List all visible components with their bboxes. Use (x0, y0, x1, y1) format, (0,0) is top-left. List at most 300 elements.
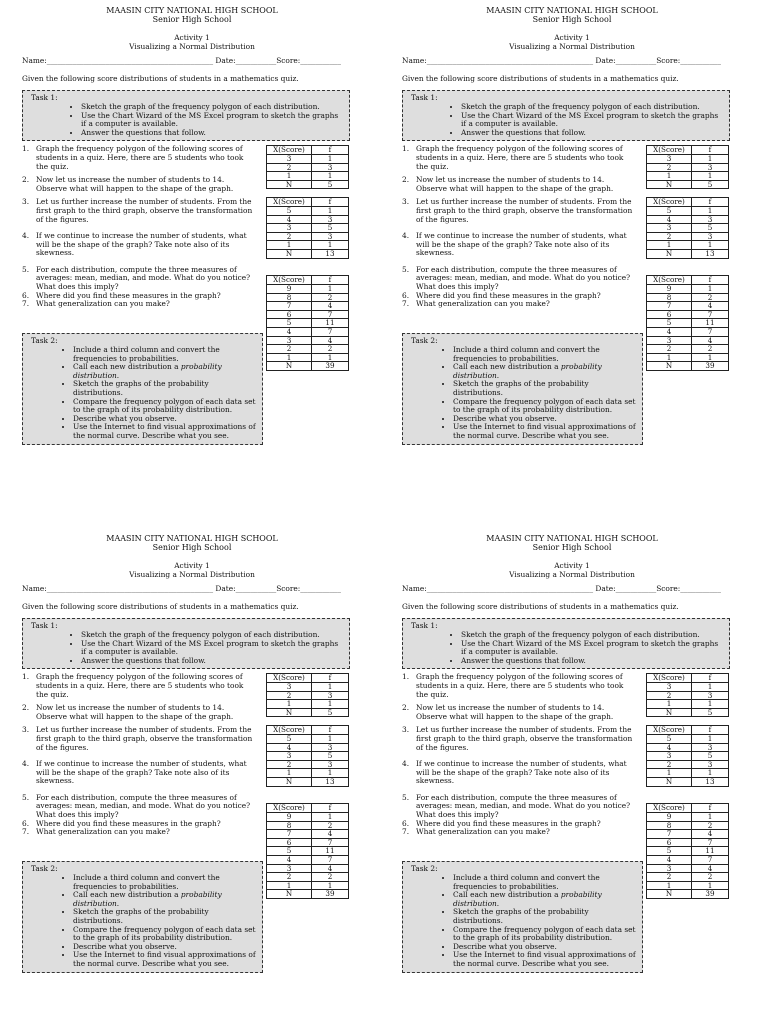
question-list (402, 673, 634, 837)
frequency-cell: 1 (692, 881, 729, 890)
task2-title: Task 2: (31, 336, 58, 346)
activity-sheet (402, 6, 742, 476)
frequency-cell: 4 (692, 336, 729, 345)
task1-item: • Use the Chart Wizard of the MS Excel program to sketch the graphs if a computer is available. (81, 640, 343, 657)
table-row (267, 249, 349, 258)
score-cell: 3 (647, 752, 692, 761)
activity-sheet (22, 534, 362, 1004)
frequency-cell: 3 (692, 215, 729, 224)
frequency-cell: 1 (692, 353, 729, 362)
task2-item: • Describe what you observe. (453, 415, 637, 424)
task1-item: • Sketch the graph of the frequency polygon of each distribution. (81, 631, 343, 640)
task2-item: • Sketch the graphs of the probability distributions. (73, 380, 257, 397)
frequency-cell: 2 (312, 345, 349, 354)
score-cell: N (647, 890, 692, 899)
frequency-column-header: f (312, 276, 349, 285)
score-cell: N (647, 708, 692, 717)
frequency-cell: 1 (692, 172, 729, 181)
frequency-cell: 3 (692, 232, 729, 241)
score-cell: N (267, 249, 312, 258)
table-row (267, 172, 349, 181)
frequency-cell: 13 (692, 249, 729, 258)
frequency-cell: 39 (312, 362, 349, 371)
question-list (22, 145, 254, 309)
frequency-cell: 5 (692, 708, 729, 717)
table-row (647, 310, 729, 319)
question-item: 7. What generalization can you make? (402, 299, 550, 309)
task2-item: • Sketch the graphs of the probability distributions. (453, 908, 637, 925)
table-row (267, 353, 349, 362)
frequency-cell: 1 (692, 700, 729, 709)
score-column-header: X(Score) (267, 146, 312, 155)
task1-title: Task 1: (31, 93, 58, 103)
question-area (402, 673, 742, 973)
table-row (647, 821, 729, 830)
name-blank: _____________________________________________ (426, 585, 594, 594)
score-cell: 2 (647, 345, 692, 354)
score-cell: N (267, 708, 312, 717)
score-cell: 1 (647, 769, 692, 778)
frequency-cell: 1 (312, 769, 349, 778)
task2-item: • Use the Internet to find visual approximations of the normal curve. Describe what you see. (73, 951, 257, 968)
score-cell: 7 (267, 830, 312, 839)
date-blank: ___________ (615, 57, 657, 66)
frequency-cell: 7 (692, 310, 729, 319)
table-row (647, 847, 729, 856)
table-row (647, 319, 729, 328)
school-name: MAASIN CITY NATIONAL HIGH SCHOOL (486, 534, 658, 543)
score-cell: N (647, 249, 692, 258)
table-row (647, 812, 729, 821)
score-table-2 (266, 197, 349, 258)
frequency-cell: 7 (692, 327, 729, 336)
task2-item: • Include a third column and convert the frequencies to probabilities. (453, 346, 637, 363)
score-cell: 3 (647, 864, 692, 873)
score-cell: 1 (647, 700, 692, 709)
table-row (647, 353, 729, 362)
activity-title: Visualizing a Normal Distribution (129, 41, 255, 51)
question-item: 5. For each distribution, compute the three measures of averages: mean, median, and mode. What do you notice? What does this imply? (402, 792, 631, 820)
table-row (647, 241, 729, 250)
frequency-cell: 4 (312, 864, 349, 873)
frequency-cell: 11 (692, 319, 729, 328)
table-row (647, 215, 729, 224)
score-column-header: X(Score) (647, 726, 692, 735)
score-cell: 5 (647, 206, 692, 215)
table-row (267, 163, 349, 172)
score-blank: ___________ (300, 585, 341, 594)
frequency-cell: 2 (692, 293, 729, 302)
table-row (647, 691, 729, 700)
name-label: Name: (402, 585, 427, 594)
frequency-cell: 7 (312, 327, 349, 336)
table-row (647, 172, 729, 181)
score-column-header: X(Score) (267, 198, 312, 207)
score-column-header: X(Score) (267, 276, 312, 285)
frequency-cell: 5 (692, 180, 729, 189)
score-cell: 5 (267, 319, 312, 328)
score-cell: 4 (267, 215, 312, 224)
frequency-column-header: f (312, 146, 349, 155)
task2-item: • Compare the frequency polygon of each data set to the graph of its probability distribution. (73, 926, 257, 943)
score-cell: 6 (267, 310, 312, 319)
frequency-column-header: f (692, 198, 729, 207)
table-row (647, 752, 729, 761)
score-cell: 8 (647, 293, 692, 302)
score-table-3 (646, 803, 729, 899)
table-row (267, 215, 349, 224)
score-cell: 3 (647, 682, 692, 691)
table-row (267, 327, 349, 336)
table-row (267, 302, 349, 311)
frequency-cell: 1 (692, 812, 729, 821)
task2-item: • Call each new distribution a probability distribution. (453, 363, 637, 380)
task2-item: • Include a third column and convert the frequencies to probabilities. (453, 874, 637, 891)
score-cell: 3 (267, 154, 312, 163)
table-row (647, 336, 729, 345)
score-cell: 6 (647, 838, 692, 847)
task1-item: • Use the Chart Wizard of the MS Excel program to sketch the graphs if a computer is available. (81, 112, 343, 129)
score-column-header: X(Score) (267, 804, 312, 813)
score-table-3 (266, 275, 349, 371)
frequency-cell: 39 (692, 890, 729, 899)
score-cell: 2 (267, 691, 312, 700)
table-row (647, 232, 729, 241)
frequency-cell: 5 (312, 708, 349, 717)
frequency-cell: 3 (312, 743, 349, 752)
score-cell: 7 (647, 302, 692, 311)
table-row (267, 769, 349, 778)
name-date-score-line (22, 57, 362, 66)
table-row (647, 760, 729, 769)
activity-sheet (402, 534, 742, 1004)
table-row (647, 873, 729, 882)
frequency-cell: 2 (692, 345, 729, 354)
task2-item: • Describe what you observe. (73, 943, 257, 952)
score-cell: 1 (267, 769, 312, 778)
task1-item: • Use the Chart Wizard of the MS Excel program to sketch the graphs if a computer is available. (461, 112, 723, 129)
activity-number: Activity 1 (174, 33, 210, 42)
score-table-1 (266, 673, 349, 717)
task1-item: • Answer the questions that follow. (81, 657, 343, 666)
table-header-row (647, 726, 729, 735)
table-header-row (267, 198, 349, 207)
frequency-cell: 2 (312, 873, 349, 882)
table-row (267, 752, 349, 761)
frequency-cell: 13 (692, 777, 729, 786)
score-blank: ___________ (300, 57, 341, 66)
score-cell: N (647, 362, 692, 371)
table-row (647, 890, 729, 899)
score-table-1 (266, 145, 349, 189)
question-item: 5. For each distribution, compute the three measures of averages: mean, median, and mode. What do you notice? What does this imply? (402, 264, 631, 292)
date-label: Date: (215, 585, 236, 594)
name-blank: _____________________________________________ (46, 585, 214, 594)
score-cell: 3 (647, 336, 692, 345)
intro-text: Given the following score distributions of students in a mathematics quiz. (402, 601, 679, 611)
date-label: Date: (595, 585, 616, 594)
activity-sheet (22, 6, 362, 476)
score-cell: 6 (267, 838, 312, 847)
activity-title: Visualizing a Normal Distribution (509, 41, 635, 51)
frequency-cell: 4 (692, 302, 729, 311)
table-row (267, 319, 349, 328)
score-cell: N (647, 777, 692, 786)
score-cell: 2 (267, 760, 312, 769)
intro-text: Given the following score distributions of students in a mathematics quiz. (402, 73, 679, 83)
frequency-cell: 13 (312, 777, 349, 786)
score-blank: ___________ (680, 57, 721, 66)
frequency-cell: 1 (692, 154, 729, 163)
table-row (267, 691, 349, 700)
score-cell: 3 (267, 864, 312, 873)
table-row (267, 293, 349, 302)
question-item: 6. Where did you find these measures in the graph? (402, 290, 601, 300)
table-header-row (647, 804, 729, 813)
table-row (647, 830, 729, 839)
frequency-cell: 2 (312, 293, 349, 302)
task2-list (411, 346, 637, 441)
frequency-cell: 1 (312, 700, 349, 709)
score-cell: 2 (647, 691, 692, 700)
frequency-cell: 4 (692, 864, 729, 873)
score-cell: 5 (647, 847, 692, 856)
question-item: 2. Now let us increase the number of students to 14. (22, 703, 225, 713)
score-cell: 4 (267, 327, 312, 336)
name-blank: _____________________________________________ (46, 57, 214, 66)
question-item: 2. Now let us increase the number of students to 14. (22, 175, 225, 185)
task1-box (402, 90, 730, 141)
activity-title: Visualizing a Normal Distribution (129, 569, 255, 579)
score-column-header: X(Score) (647, 198, 692, 207)
task2-item: • Use the Internet to find visual approximations of the normal curve. Describe what you see. (73, 423, 257, 440)
task1-box (22, 90, 350, 141)
table-row (647, 206, 729, 215)
question-item: 7. What generalization can you make? (22, 299, 170, 309)
score-column-header: X(Score) (647, 146, 692, 155)
name-label: Name: (22, 585, 47, 594)
frequency-column-header: f (692, 276, 729, 285)
score-cell: N (267, 180, 312, 189)
score-table-3 (266, 803, 349, 899)
question-area (22, 145, 362, 445)
frequency-column-header: f (312, 674, 349, 683)
table-row (267, 232, 349, 241)
task2-item: • Compare the frequency polygon of each data set to the graph of its probability distribution. (73, 398, 257, 415)
score-cell: 3 (647, 224, 692, 233)
score-cell: 1 (267, 700, 312, 709)
frequency-cell: 1 (312, 206, 349, 215)
frequency-cell: 1 (692, 284, 729, 293)
task1-item: • Use the Chart Wizard of the MS Excel program to sketch the graphs if a computer is available. (461, 640, 723, 657)
frequency-cell: 3 (312, 760, 349, 769)
question-item: 4. If we continue to increase the number of students, what will be the shape of the graph? Take note also of its skewness. (402, 759, 627, 786)
school-name: MAASIN CITY NATIONAL HIGH SCHOOL (106, 6, 278, 15)
question-item: 3. Let us further increase the number of students. From the first graph to the third graph, observe the transformation of the figures. (402, 197, 633, 224)
task2-item: • Include a third column and convert the frequencies to probabilities. (73, 874, 257, 891)
score-cell: 1 (647, 881, 692, 890)
frequency-cell: 4 (692, 830, 729, 839)
score-cell: 1 (267, 241, 312, 250)
frequency-cell: 1 (312, 284, 349, 293)
score-cell: 3 (267, 224, 312, 233)
score-cell: 7 (267, 302, 312, 311)
table-row (647, 864, 729, 873)
task1-box (22, 618, 350, 669)
score-cell: N (267, 890, 312, 899)
table-row (647, 327, 729, 336)
frequency-cell: 1 (312, 241, 349, 250)
question-item: 1. Graph the frequency polygon of the following scores of students in a quiz. Here, there are 5 students who took the quiz. (22, 672, 244, 699)
score-cell: 1 (267, 881, 312, 890)
task1-list (31, 103, 343, 137)
table-row (267, 345, 349, 354)
activity-number: Activity 1 (174, 561, 210, 570)
frequency-cell: 7 (692, 838, 729, 847)
score-cell: 4 (647, 327, 692, 336)
name-blank: _____________________________________________ (426, 57, 594, 66)
task2-item: • Call each new distribution a probability distribution. (453, 891, 637, 908)
score-cell: 2 (267, 873, 312, 882)
frequency-cell: 7 (312, 838, 349, 847)
table-row (647, 708, 729, 717)
score-cell: 4 (267, 743, 312, 752)
score-cell: 2 (647, 163, 692, 172)
score-cell: 5 (267, 734, 312, 743)
score-cell: 2 (647, 873, 692, 882)
task1-list (411, 631, 723, 665)
table-row (647, 838, 729, 847)
frequency-cell: 3 (312, 163, 349, 172)
frequency-cell: 5 (312, 752, 349, 761)
table-row (647, 855, 729, 864)
frequency-cell: 1 (312, 682, 349, 691)
score-blank: ___________ (680, 585, 721, 594)
score-cell: 8 (647, 821, 692, 830)
name-label: Name: (22, 57, 47, 66)
table-row (647, 769, 729, 778)
frequency-cell: 1 (312, 812, 349, 821)
task1-item: • Sketch the graph of the frequency polygon of each distribution. (81, 103, 343, 112)
score-cell: N (267, 362, 312, 371)
table-header-row (267, 726, 349, 735)
name-date-score-line (402, 585, 742, 594)
table-row (267, 241, 349, 250)
frequency-cell: 1 (692, 241, 729, 250)
score-cell: 5 (267, 847, 312, 856)
score-cell: 4 (267, 855, 312, 864)
frequency-column-header: f (312, 726, 349, 735)
question-item: 4. If we continue to increase the number of students, what will be the shape of the graph? Take note also of its skewness. (22, 231, 247, 258)
table-row (647, 362, 729, 371)
table-row (267, 734, 349, 743)
division-name: Senior High School (532, 543, 612, 552)
name-label: Name: (402, 57, 427, 66)
school-name: MAASIN CITY NATIONAL HIGH SCHOOL (106, 534, 278, 543)
table-row (647, 734, 729, 743)
frequency-cell: 2 (692, 873, 729, 882)
table-row (267, 700, 349, 709)
task2-list (31, 346, 257, 441)
frequency-cell: 3 (692, 691, 729, 700)
table-row (267, 310, 349, 319)
activity-number: Activity 1 (554, 561, 590, 570)
table-header-row (647, 198, 729, 207)
table-row (267, 864, 349, 873)
score-column-header: X(Score) (267, 674, 312, 683)
table-header-row (647, 146, 729, 155)
question-item: Observe what will happen to the shape of the graph. (416, 183, 614, 193)
question-item: Observe what will happen to the shape of the graph. (36, 183, 234, 193)
frequency-cell: 4 (312, 302, 349, 311)
table-row (647, 180, 729, 189)
question-item: 6. Where did you find these measures in the graph? (22, 290, 221, 300)
task1-title: Task 1: (411, 621, 438, 631)
score-label: Score: (656, 585, 681, 594)
question-item: 2. Now let us increase the number of students to 14. (402, 175, 605, 185)
task2-item: • Compare the frequency polygon of each data set to the graph of its probability distribution. (453, 926, 637, 943)
task2-item: • Call each new distribution a probability distribution. (73, 891, 257, 908)
score-column-header: X(Score) (647, 276, 692, 285)
date-blank: ___________ (235, 585, 277, 594)
score-cell: 7 (647, 830, 692, 839)
table-row (647, 743, 729, 752)
table-row (267, 890, 349, 899)
table-row (267, 206, 349, 215)
frequency-cell: 3 (692, 163, 729, 172)
score-cell: 2 (267, 345, 312, 354)
frequency-cell: 11 (312, 847, 349, 856)
frequency-cell: 39 (692, 362, 729, 371)
name-date-score-line (22, 585, 362, 594)
table-row (267, 855, 349, 864)
table-row (647, 682, 729, 691)
score-cell: 4 (647, 855, 692, 864)
frequency-column-header: f (692, 804, 729, 813)
table-row (267, 224, 349, 233)
division-name: Senior High School (152, 15, 232, 24)
date-blank: ___________ (615, 585, 657, 594)
frequency-cell: 7 (312, 310, 349, 319)
task2-title: Task 2: (31, 864, 58, 874)
frequency-cell: 5 (312, 180, 349, 189)
table-row (267, 336, 349, 345)
task1-title: Task 1: (31, 621, 58, 631)
score-table-1 (646, 145, 729, 189)
frequency-cell: 2 (312, 821, 349, 830)
frequency-cell: 3 (692, 760, 729, 769)
frequency-cell: 1 (312, 154, 349, 163)
frequency-cell: 11 (692, 847, 729, 856)
score-cell: 5 (647, 319, 692, 328)
frequency-cell: 5 (312, 224, 349, 233)
frequency-cell: 2 (692, 821, 729, 830)
frequency-column-header: f (312, 198, 349, 207)
frequency-cell: 1 (692, 206, 729, 215)
frequency-column-header: f (692, 674, 729, 683)
task2-item: • Describe what you observe. (453, 943, 637, 952)
question-list (402, 145, 634, 309)
intro-text: Given the following score distributions of students in a mathematics quiz. (22, 601, 299, 611)
task1-item: • Sketch the graph of the frequency polygon of each distribution. (461, 103, 723, 112)
question-item: 2. Now let us increase the number of students to 14. (402, 703, 605, 713)
score-cell: 9 (267, 812, 312, 821)
table-row (647, 345, 729, 354)
table-row (267, 838, 349, 847)
score-cell: 4 (647, 215, 692, 224)
question-item: Observe what will happen to the shape of the graph. (36, 711, 234, 721)
table-row (267, 873, 349, 882)
